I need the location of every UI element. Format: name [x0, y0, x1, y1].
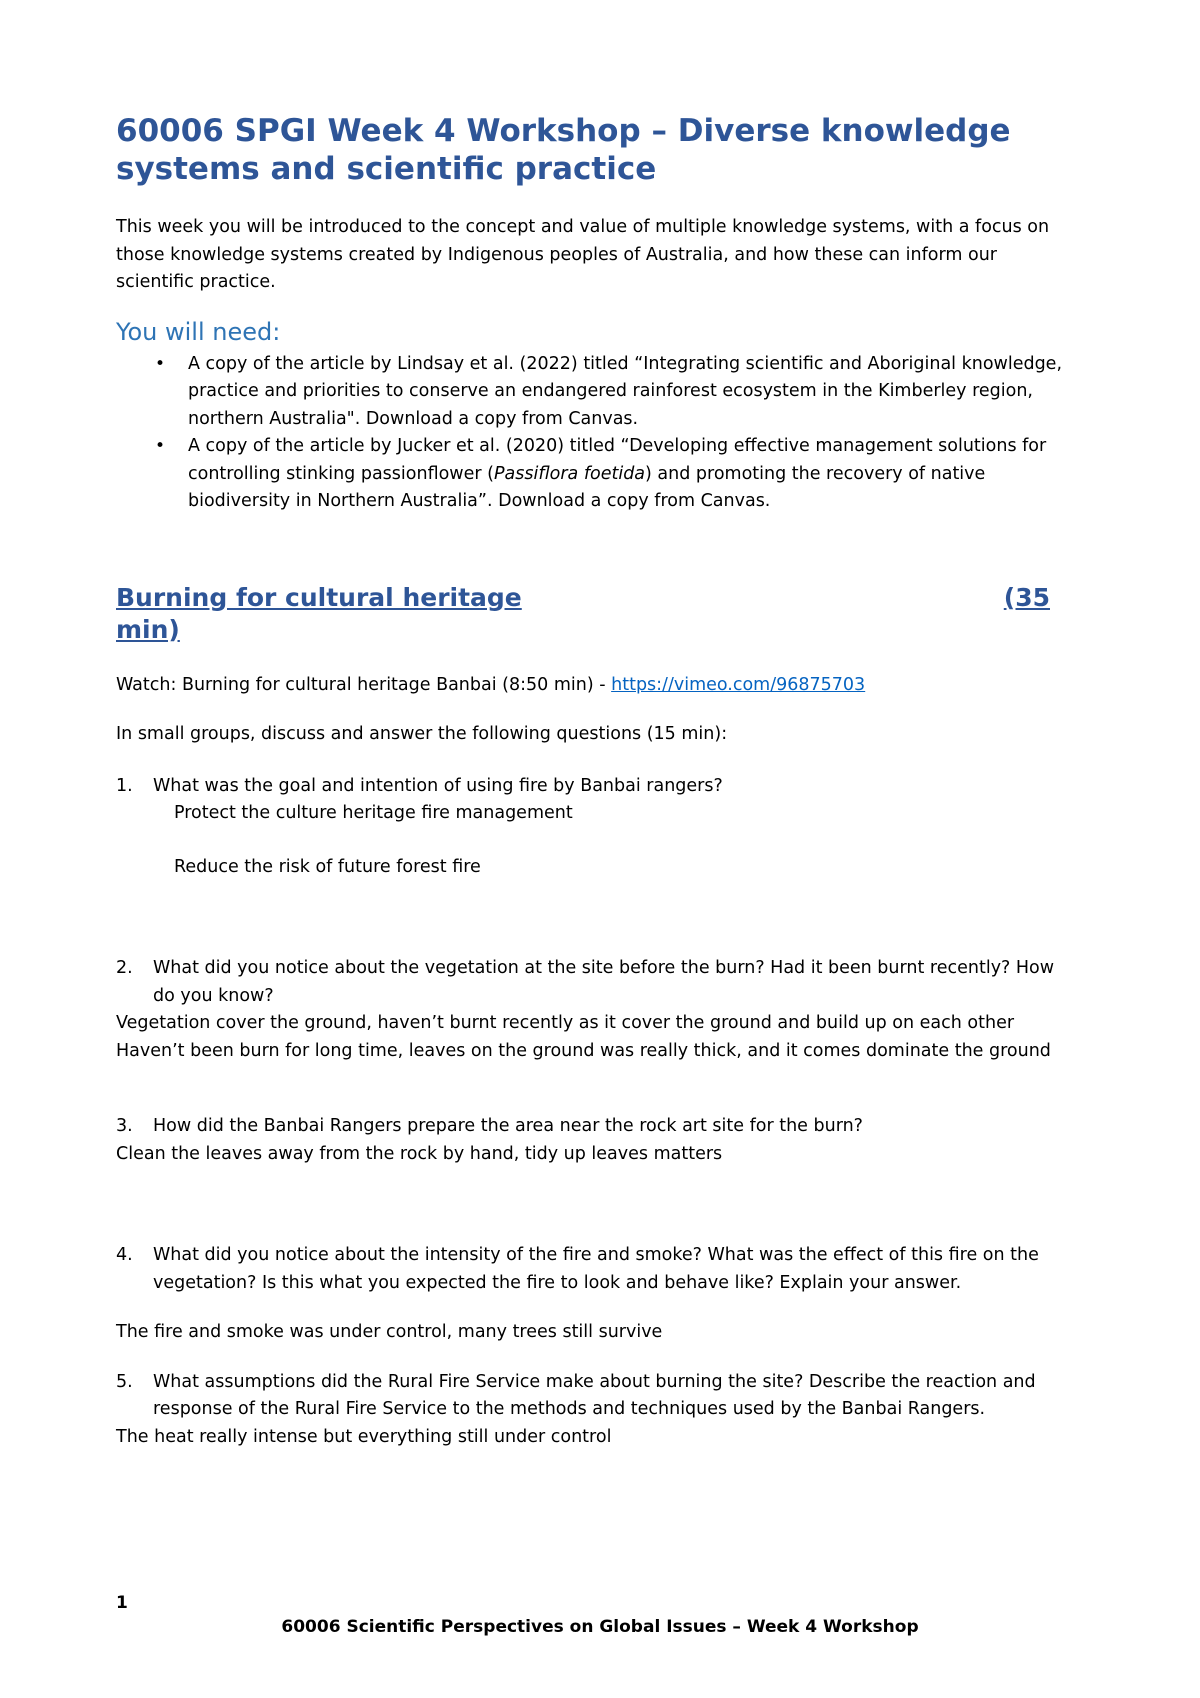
section-heading-title: Burning for cultural heritage: [116, 582, 522, 612]
question-number: 2.: [116, 958, 133, 978]
section-heading-duration-unit: min): [116, 614, 180, 644]
intro-paragraph: This week you will be introduced to the concept and value of multiple knowledge systems, with a focus on those knowledge systems created by Indigenous peoples of Australia, and how these can inform our scientific practice.: [116, 217, 1050, 292]
section-heading-duration: (35: [1003, 582, 1050, 612]
watch-paragraph: [116, 672, 1076, 700]
question-number: 5.: [116, 1371, 133, 1392]
question-number: 1.: [116, 775, 133, 796]
need-item-text-after: ) and promoting the recovery of native biodiversity in Northern Australia”. Download a copy from Canvas.: [188, 463, 986, 511]
answer-line: Reduce the risk of future forest fire: [174, 856, 481, 877]
answer-line: Protect the culture heritage fire management: [174, 803, 573, 823]
answer-3: [116, 1141, 1076, 1169]
section-heading: [116, 582, 1050, 646]
answer-5: [116, 1424, 1076, 1452]
question-4: [116, 1242, 1076, 1297]
groups-instruction: In small groups, discuss and answer the following questions (15 min):: [116, 724, 728, 744]
title-line-1: 60006 SPGI Week 4 Workshop – Diverse knowledge: [116, 113, 1011, 149]
list-item: [155, 433, 1076, 516]
document-page: [116, 112, 1076, 1451]
answer-line: Clean the leaves away from the rock by hand, tidy up leaves matters: [116, 1143, 723, 1164]
list-item: [155, 351, 1076, 434]
need-item-text: A copy of the article by Lindsay et al. (2022) titled “Integrating scientific and Aboriginal knowledge, practice and priorities to conserve an endangered rainforest ecosystem in the Kimberley region, northern Australia". Download a copy from Canvas.: [188, 353, 1063, 429]
question-number: 4.: [116, 1245, 133, 1265]
question-1: [116, 773, 1076, 801]
question-number: 3.: [116, 1116, 133, 1136]
page-number: 1: [116, 1593, 128, 1613]
page-footer: 60006 Scientific Perspectives on Global Issues – Week 4 Workshop: [281, 1617, 919, 1637]
video-link[interactable]: https://vimeo.com/96875703: [611, 674, 866, 695]
need-item-text-before: A copy of the article by Jucker et al. (2020) titled “Developing effective management solutions for controlling stinking passionflower (: [188, 436, 1047, 484]
question-text: What assumptions did the Rural Fire Service make about burning the site? Describe the reaction and response of the Rural Fire Service to the methods and techniques used by the Banbai Rangers.: [153, 1371, 1036, 1419]
answer-2: [116, 1010, 1076, 1065]
question-text: What did you notice about the vegetation at the site before the burn? Had it been burnt recently? How do you know?: [153, 958, 1055, 1006]
answer-1: [116, 800, 1076, 881]
need-item-italic: Passiflora foetida: [493, 463, 646, 484]
question-text: What did you notice about the intensity of the fire and smoke? What was the effect of this fire on the vegetation? Is this what you expected the fire to look and behave like? Explain your answer.: [153, 1245, 1039, 1293]
question-text: What was the goal and intention of using fire by Banbai rangers?: [153, 775, 723, 796]
title-line-2: systems and scientific practice: [116, 151, 657, 187]
answer-4: [116, 1319, 1076, 1347]
question-2: [116, 955, 1076, 1010]
needs-list: [116, 351, 1076, 516]
question-5: [116, 1369, 1076, 1424]
answer-line: Vegetation cover the ground, haven’t burnt recently as it cover the ground and build up on each other: [116, 1013, 1015, 1033]
answer-line: The fire and smoke was under control, many trees still survive: [116, 1322, 663, 1342]
bullet-icon: •: [155, 436, 166, 456]
answer-line: The heat really intense but everything still under control: [116, 1426, 612, 1447]
question-3: [116, 1113, 1076, 1141]
bullet-icon: •: [155, 353, 166, 374]
watch-text: Watch: Burning for cultural heritage Banbai (8:50 min) -: [116, 674, 612, 695]
answer-line: Haven’t been burn for long time, leaves on the ground was really thick, and it comes dominate the ground: [116, 1040, 1051, 1061]
document-title: [116, 112, 1076, 188]
need-heading: You will need:: [116, 317, 281, 346]
question-text: How did the Banbai Rangers prepare the area near the rock art site for the burn?: [153, 1116, 863, 1136]
